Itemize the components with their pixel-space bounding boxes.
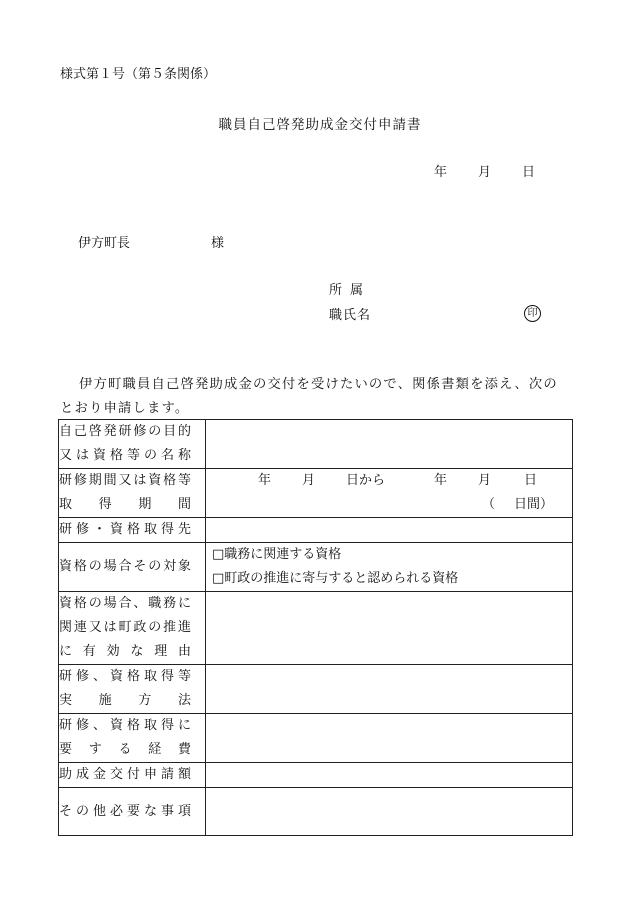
table-row-cost [59, 714, 573, 763]
addressee: 伊方町長 [78, 236, 131, 251]
table-row-purpose [59, 420, 573, 469]
period-days-close: 日間） [514, 497, 554, 512]
label-line: 資格の場合、職務に [59, 596, 191, 611]
amount-value[interactable] [206, 763, 573, 788]
table-row-amount [59, 763, 573, 788]
period-value[interactable] [206, 469, 573, 518]
label-line: その他必要な事項 [59, 803, 191, 819]
other-label [59, 788, 206, 836]
affiliation-label: 所属 [329, 283, 372, 298]
date-year-label: 年 [434, 165, 448, 180]
reason-label [59, 592, 206, 665]
period-to-month: 月 [478, 473, 492, 488]
label-line: 助成金交付申請額 [59, 767, 191, 782]
period-to-day: 日 [524, 473, 538, 488]
period-to-year: 年 [434, 473, 448, 488]
institution-label [59, 518, 206, 543]
application-table [58, 419, 573, 836]
cost-value[interactable] [206, 714, 573, 763]
label-line: 自己啓発研修の目的 [59, 424, 191, 439]
purpose-label [59, 420, 206, 469]
label-line: 関連又は町政の推進 [59, 620, 191, 635]
intro-text-line-1: 伊方町職員自己啓発助成金の交付を受けたいので、関係書類を添え、次の [79, 377, 558, 392]
method-value[interactable] [206, 665, 573, 714]
target-label [59, 543, 206, 592]
table-row-institution [59, 518, 573, 543]
period-label [59, 469, 206, 518]
label-line: 取得期間 [59, 497, 191, 512]
period-days [206, 493, 572, 517]
target-value [206, 543, 573, 592]
table-row-period [59, 469, 573, 518]
label-line: 又は資格等の名称 [59, 448, 191, 463]
amount-label [59, 763, 206, 788]
period-dates [206, 469, 572, 493]
table-row-method [59, 665, 573, 714]
form-number: 様式第１号（第５条関係） [60, 67, 217, 82]
label-line: に有効な理由 [59, 644, 191, 659]
application-date [434, 166, 535, 179]
label-line: 要する経費 [59, 742, 191, 757]
label-line: 研修、資格取得等 [59, 669, 191, 684]
document-title: 職員自己啓発助成金交付申請書 [218, 117, 422, 133]
cost-label [59, 714, 206, 763]
period-days-open: （ [482, 497, 496, 512]
label-line: 研修・資格取得先 [59, 522, 191, 537]
table-row-target [59, 543, 573, 592]
table-row-other [59, 788, 573, 836]
label-line: 資格の場合その対象 [59, 559, 191, 574]
name-label: 職氏名 [329, 308, 372, 323]
table-row-reason [59, 592, 573, 665]
target-option-town-administration[interactable]: □町政の推進に寄与すると認められる資格 [212, 571, 459, 586]
reason-value[interactable] [206, 592, 573, 665]
target-option-job-related[interactable]: □職務に関連する資格 [212, 547, 342, 562]
institution-value[interactable] [206, 518, 573, 543]
date-month-label: 月 [478, 165, 492, 180]
seal-icon: 印 [524, 305, 541, 322]
label-line: 研修、資格取得に [59, 718, 191, 733]
purpose-value[interactable] [206, 420, 573, 469]
period-from-month: 月 [302, 473, 316, 488]
method-label [59, 665, 206, 714]
other-value[interactable] [206, 788, 573, 836]
period-from-day: 日から [346, 473, 386, 488]
label-line: 実施方法 [59, 693, 191, 708]
period-from-year: 年 [258, 473, 272, 488]
intro-text-line-2: とおり申請します。 [60, 401, 190, 416]
label-line: 研修期間又は資格等 [59, 473, 191, 488]
date-day-label: 日 [522, 165, 536, 180]
honorific: 様 [211, 236, 225, 251]
